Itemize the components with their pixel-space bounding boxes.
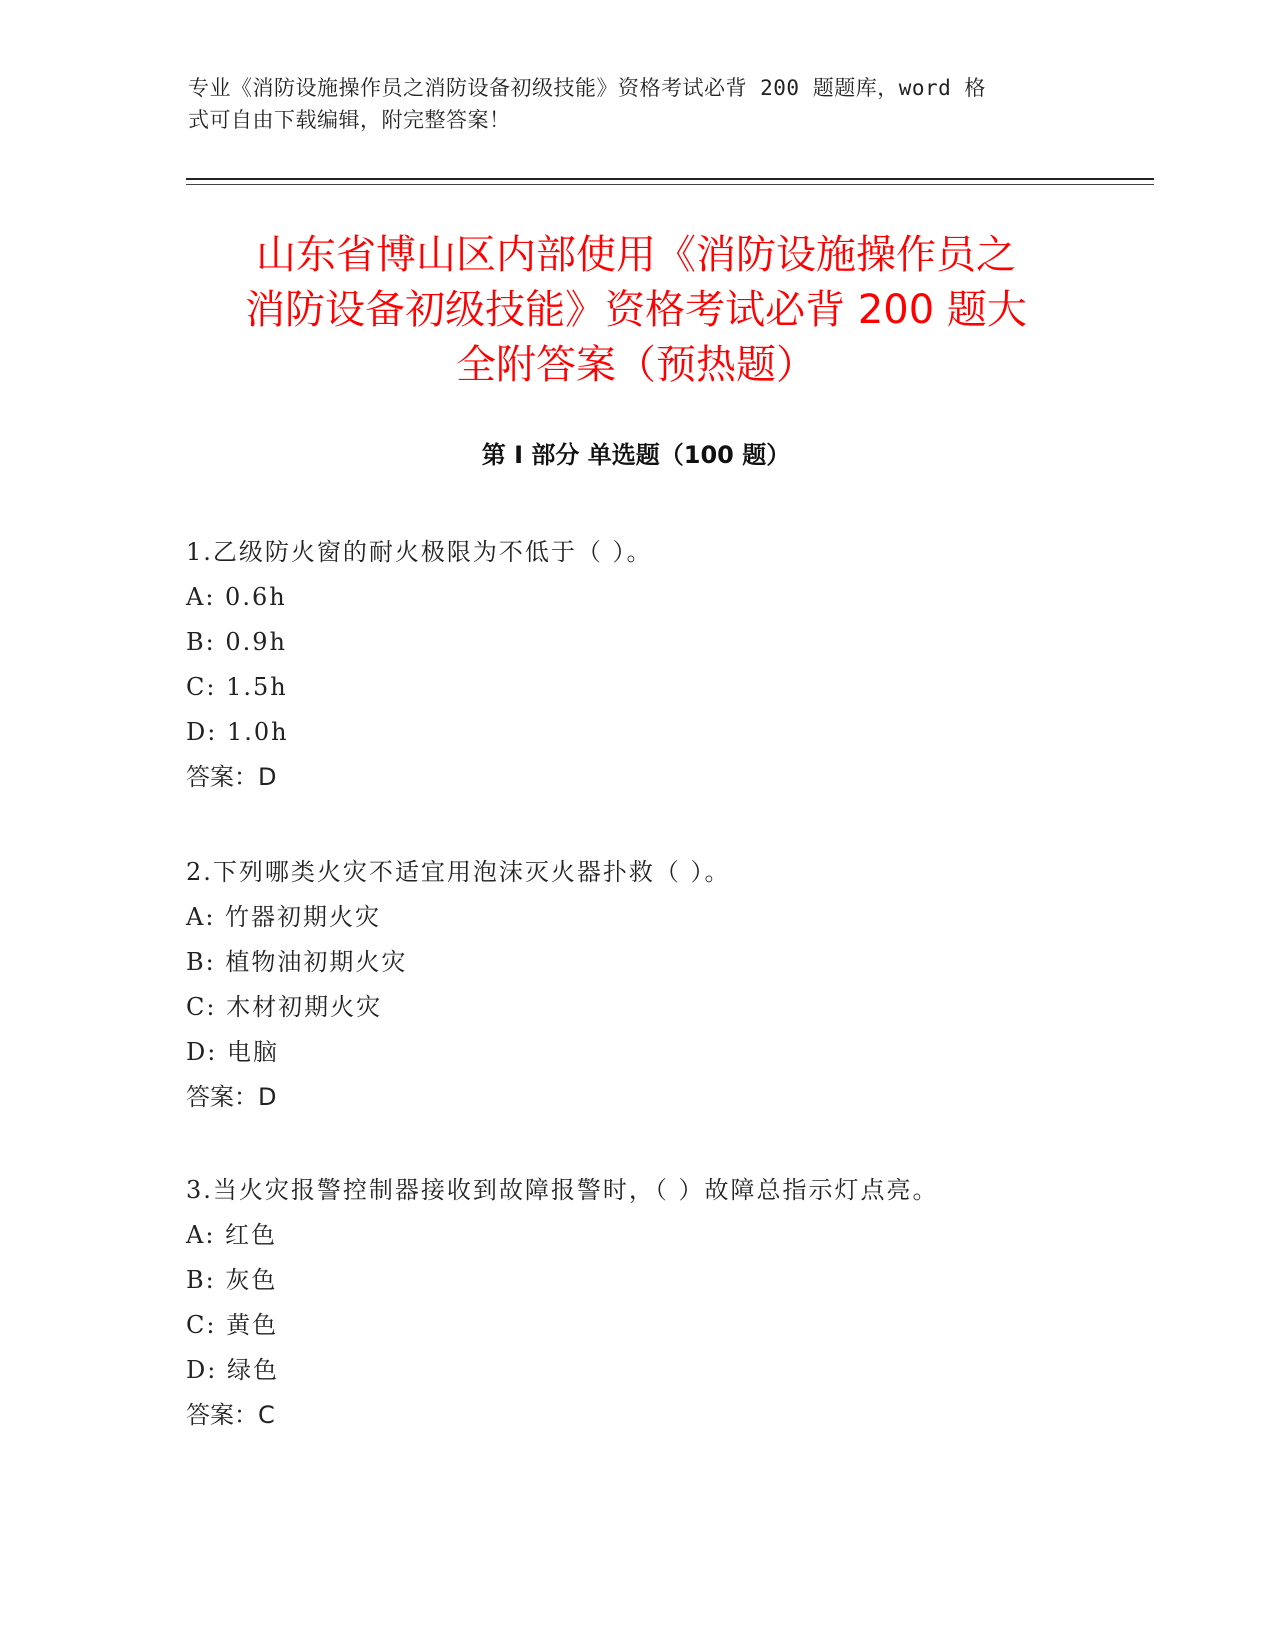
question-3 <box>186 1168 1086 1438</box>
header-divider-thick <box>186 178 1154 180</box>
option-d: D: 1.0h <box>186 718 289 746</box>
option-a: A: 红色 <box>186 1221 278 1249</box>
option-d: D: 绿色 <box>186 1356 279 1384</box>
option-c: C: 木材初期火灾 <box>186 993 383 1021</box>
question-2 <box>186 850 1086 1120</box>
question-stem: 3.当火灾报警控制器接收到故障报警时，（ ）故障总指示灯点亮。 <box>186 1176 939 1204</box>
section-title: 第 I 部分 单选题（100 题） <box>481 441 791 469</box>
question-stem: 2.下列哪类火灾不适宜用泡沫灭火器扑救（ ）。 <box>186 858 731 886</box>
header-note-line-2: 式可自由下载编辑，附完整答案！ <box>188 108 511 132</box>
option-d: D: 电脑 <box>186 1038 279 1066</box>
header-divider-thin <box>186 184 1154 185</box>
option-b: B: 0.9h <box>186 628 287 656</box>
title-line-3: 全附答案（预热题） <box>456 342 816 388</box>
title-line-1: 山东省博山区内部使用《消防设施操作员之 <box>256 232 1016 278</box>
question-stem: 1.乙级防火窗的耐火极限为不低于（ ）。 <box>186 538 653 566</box>
option-b: B: 灰色 <box>186 1266 278 1294</box>
header-note-line-1: 专业《消防设施操作员之消防设备初级技能》资格考试必背 200 题题库，word 格 <box>188 76 986 100</box>
option-c: C: 黄色 <box>186 1311 279 1339</box>
answer: 答案：D <box>186 1083 277 1111</box>
answer: 答案：D <box>186 763 277 791</box>
option-c: C: 1.5h <box>186 673 288 701</box>
document-title <box>186 228 1086 393</box>
option-a: A: 竹器初期火灾 <box>186 903 382 931</box>
title-line-2: 消防设备初级技能》资格考试必背 200 题大 <box>245 287 1027 333</box>
question-1 <box>186 530 1086 800</box>
option-a: A: 0.6h <box>186 583 287 611</box>
header-note <box>188 72 1068 136</box>
option-b: B: 植物油初期火灾 <box>186 948 408 976</box>
answer: 答案：C <box>186 1401 275 1429</box>
